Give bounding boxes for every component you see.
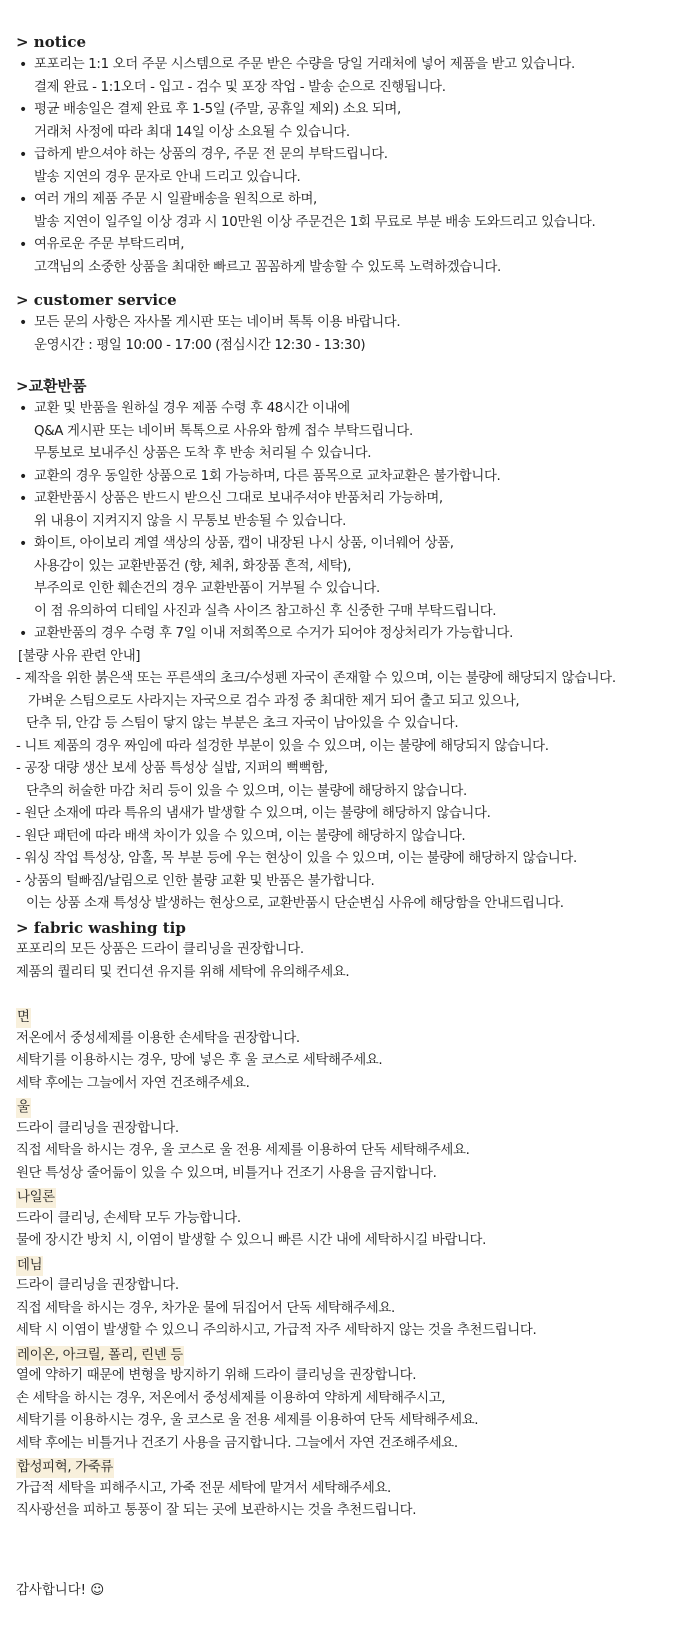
text-line: 물에 장시간 방치 시, 이염이 발생할 수 있으니 빠른 시간 내에 세탁하시길 바랍니다. bbox=[16, 1233, 487, 1248]
fabric-group-cotton bbox=[16, 1005, 691, 1095]
thanks-message: 감사합니다! ☺ bbox=[16, 1583, 105, 1598]
text-line: 가급적 세탁을 피해주시고, 가죽 전문 세탁에 맡겨서 세탁해주세요. bbox=[16, 1480, 391, 1496]
list-item bbox=[16, 533, 691, 623]
text-line: 세탁 시 이염이 발생할 수 있으니 주의하시고, 가급적 자주 세탁하지 않는 것을 추천드립니다. bbox=[16, 1323, 537, 1338]
fabric-group-wool bbox=[16, 1095, 691, 1185]
text-line: 세탁기를 이용하시는 경우, 망에 넣은 후 울 코스로 세탁해주세요. bbox=[16, 1053, 383, 1068]
text-line: 드라이 클리닝을 권장합니다. bbox=[16, 1120, 179, 1136]
bullet-icon: • bbox=[19, 102, 28, 118]
text-line: 드라이 클리닝, 손세탁 모두 가능합니다. bbox=[16, 1210, 241, 1226]
exchange-section bbox=[16, 376, 691, 916]
text-line: 원단 특성상 줄어듦이 있을 수 있으며, 비틀거나 건조기 사용을 금지합니다. bbox=[16, 1165, 437, 1181]
bullet-icon: • bbox=[19, 491, 28, 507]
fabric-tag: 면 bbox=[16, 1008, 31, 1028]
text-line: 포포리의 모든 상품은 드라이 클리닝을 권장합니다. bbox=[16, 942, 304, 957]
fabric-group-denim bbox=[16, 1253, 691, 1343]
bullet-icon: • bbox=[19, 192, 28, 208]
text-line: 단추의 허술한 마감 처리 등이 있을 수 있으며, 이는 불량에 해당하지 않습니다. bbox=[26, 783, 467, 799]
list-item bbox=[16, 54, 691, 99]
text-line: 거래처 사정에 따라 최대 14일 이상 소요될 수 있습니다. bbox=[34, 124, 350, 140]
text-line: 운영시간 : 평일 10:00 - 17:00 (점심시간 12:30 - 13:30) bbox=[34, 337, 366, 353]
bullet-icon: • bbox=[19, 237, 28, 253]
text-line: 모든 문의 사항은 자사몰 게시판 또는 네이버 톡톡 이용 바랍니다. bbox=[34, 315, 401, 330]
text-line: - 원단 소재에 따라 특유의 냄새가 발생할 수 있으며, 이는 불량에 해당하지 않습니다. bbox=[16, 806, 491, 821]
text-line: 교환반품의 경우 수령 후 7일 이내 저희쪽으로 수거가 되어야 정상처리가 가능합니다. bbox=[34, 626, 514, 641]
defect-item bbox=[16, 871, 691, 916]
fabric-tag: 나일론 bbox=[16, 1188, 56, 1208]
bullet-icon: • bbox=[19, 315, 28, 331]
text-line: 여러 개의 제품 주문 시 일괄배송을 원칙으로 하며, bbox=[34, 192, 317, 207]
list-item bbox=[16, 466, 691, 489]
exchange-heading: >교환반품 bbox=[16, 377, 87, 395]
customer-service-section bbox=[16, 290, 691, 357]
fabric-tag: 레이온, 아크릴, 폴리, 린넨 등 bbox=[16, 1346, 184, 1366]
defect-item bbox=[16, 848, 691, 871]
text-line: 드라이 클리닝을 권장합니다. bbox=[16, 1278, 179, 1293]
text-line: 이는 상품 소재 특성상 발생하는 현상으로, 교환반품시 단순변심 사유에 해당함을 안내드립니다. bbox=[26, 896, 564, 911]
notice-section bbox=[16, 32, 691, 279]
fabric-tag: 울 bbox=[16, 1098, 31, 1118]
text-line: 무통보로 보내주신 상품은 도착 후 반송 처리될 수 있습니다. bbox=[34, 446, 372, 461]
text-line: - 니트 제품의 경우 짜임에 따라 설겅한 부분이 있을 수 있으며, 이는 불량에 해당되지 않습니다. bbox=[16, 738, 549, 754]
text-line: - 워싱 작업 특성상, 암홀, 목 부분 등에 우는 현상이 있을 수 있으며, 이는 불량에 해당하지 않습니다. bbox=[16, 851, 577, 866]
text-line: 화이트, 아이보리 계열 색상의 상품, 캡이 내장된 나시 상품, 이너웨어 상품, bbox=[34, 536, 454, 551]
text-line: 부주의로 인한 훼손건의 경우 교환반품이 거부될 수 있습니다. bbox=[34, 581, 380, 596]
text-line: 위 내용이 지켜지지 않을 시 무통보 반송될 수 있습니다. bbox=[34, 513, 347, 529]
list-item bbox=[16, 189, 691, 234]
text-line: 결제 완료 - 1:1오더 - 입고 - 검수 및 포장 작업 - 발송 순으로 진행됩니다. bbox=[34, 79, 446, 95]
text-line: 직접 세탁을 하시는 경우, 울 코스로 울 전용 세제를 이용하여 단독 세탁해주세요. bbox=[16, 1143, 470, 1158]
text-line: 교환 및 반품을 원하실 경우 제품 수령 후 48시간 이내에 bbox=[34, 401, 350, 416]
text-line: 세탁 후에는 그늘에서 자연 건조해주세요. bbox=[16, 1075, 250, 1091]
text-line: 직접 세탁을 하시는 경우, 차가운 물에 뒤집어서 단독 세탁해주세요. bbox=[16, 1300, 395, 1316]
text-line: 가벼운 스팀으로도 사라지는 자국으로 검수 과정 중 최대한 제거 되어 출고 되고 있으나, bbox=[28, 693, 520, 709]
list-item bbox=[16, 398, 691, 466]
defect-item bbox=[16, 736, 691, 759]
text-line: 제품의 퀄리티 및 컨디션 유지를 위해 세탁에 유의해주세요. bbox=[16, 964, 350, 980]
fabric-group-nylon bbox=[16, 1185, 691, 1253]
text-line: 여유로운 주문 부탁드리며, bbox=[34, 237, 185, 252]
text-line: - 제작을 위한 붉은색 또는 푸른색의 초크/수성펜 자국이 존재할 수 있으며, 이는 불량에 해당되지 않습니다. bbox=[16, 671, 616, 686]
fabric-group-rayon bbox=[16, 1343, 691, 1456]
text-line: 발송 지연이 일주일 이상 경과 시 10만원 이상 주문건은 1회 무료로 부분 배송 도와드리고 있습니다. bbox=[34, 214, 596, 230]
defect-guide-title: [불량 사유 관련 안내] bbox=[18, 648, 141, 664]
bullet-icon: • bbox=[19, 57, 28, 73]
text-line: 평균 배송일은 결제 완료 후 1-5일 (주말, 공휴일 제외) 소요 되며, bbox=[34, 102, 401, 117]
text-line: 발송 지연의 경우 문자로 안내 드리고 있습니다. bbox=[34, 169, 301, 185]
text-line: 손 세탁을 하시는 경우, 저온에서 중성세제를 이용하여 약하게 세탁해주시고, bbox=[16, 1390, 446, 1406]
text-line: 교환반품시 상품은 반드시 받으신 그대로 보내주셔야 반품처리 가능하며, bbox=[34, 491, 443, 506]
list-item bbox=[16, 144, 691, 189]
list-item bbox=[16, 312, 691, 357]
text-line: - 상품의 털빠짐/날림으로 인한 불량 교환 및 반품은 불가합니다. bbox=[16, 873, 375, 889]
list-item bbox=[16, 623, 691, 646]
bullet-icon: • bbox=[19, 401, 28, 417]
text-line: 교환의 경우 동일한 상품으로 1회 가능하며, 다른 품목으로 교차교환은 불가합니다. bbox=[34, 468, 501, 484]
notice-heading: > notice bbox=[16, 33, 87, 51]
bullet-icon: • bbox=[19, 536, 28, 552]
text-line: 세탁 후에는 비틀거나 건조기 사용을 금지합니다. 그늘에서 자연 건조해주세요. bbox=[16, 1435, 458, 1451]
defect-item bbox=[16, 668, 691, 736]
thanks-section bbox=[16, 1579, 691, 1603]
list-item bbox=[16, 234, 691, 279]
text-line: 고객님의 소중한 상품을 최대한 빠르고 꼼꼼하게 발송할 수 있도록 노력하겠습니다. bbox=[34, 259, 501, 275]
fabric-tag: 데님 bbox=[16, 1256, 43, 1276]
washing-heading: > fabric washing tip bbox=[16, 919, 186, 937]
bullet-icon: • bbox=[19, 626, 28, 642]
washing-section bbox=[16, 918, 691, 1523]
defect-item bbox=[16, 803, 691, 826]
defect-item bbox=[16, 758, 691, 803]
text-line: 포포리는 1:1 오더 주문 시스템으로 주문 받은 수량을 당일 거래처에 넣어 제품을 받고 있습니다. bbox=[34, 57, 575, 72]
text-line: 열에 약하기 때문에 변형을 방지하기 위해 드라이 클리닝을 권장합니다. bbox=[16, 1368, 417, 1383]
bullet-icon: • bbox=[19, 147, 28, 163]
text-line: 급하게 받으셔야 하는 상품의 경우, 주문 전 문의 부탁드립니다. bbox=[34, 147, 388, 162]
defect-item bbox=[16, 826, 691, 849]
list-item bbox=[16, 99, 691, 144]
text-line: 세탁기를 이용하시는 경우, 울 코스로 울 전용 세제를 이용하여 단독 세탁해주세요. bbox=[16, 1413, 479, 1428]
text-line: - 공장 대량 생산 보세 상품 특성상 실밥, 지퍼의 뻑뻑함, bbox=[16, 761, 328, 776]
list-item bbox=[16, 488, 691, 533]
text-line: 사용감이 있는 교환반품건 (향, 체취, 화장품 흔적, 세탁), bbox=[34, 558, 352, 574]
customer-service-heading: > customer service bbox=[16, 291, 177, 309]
fabric-tag: 합성피혁, 가죽류 bbox=[16, 1458, 114, 1478]
text-line: 저온에서 중성세제를 이용한 손세탁을 권장합니다. bbox=[16, 1030, 300, 1046]
text-line: Q&A 게시판 또는 네이버 톡톡으로 사유와 함께 접수 부탁드립니다. bbox=[34, 423, 413, 439]
text-line: 단추 뒤, 안감 등 스팀이 닿지 않는 부분은 초크 자국이 남아있을 수 있습니다. bbox=[26, 716, 459, 731]
text-line: 직사광선을 피하고 통풍이 잘 되는 곳에 보관하시는 것을 추천드립니다. bbox=[16, 1503, 417, 1518]
text-line: 이 점 유의하여 디테일 사진과 실측 사이즈 참고하신 후 신중한 구매 부탁드립니다. bbox=[34, 603, 497, 619]
fabric-group-leather bbox=[16, 1455, 691, 1523]
text-line: - 원단 패턴에 따라 배색 차이가 있을 수 있으며, 이는 불량에 해당하지 않습니다. bbox=[16, 828, 466, 844]
bullet-icon: • bbox=[19, 468, 28, 485]
